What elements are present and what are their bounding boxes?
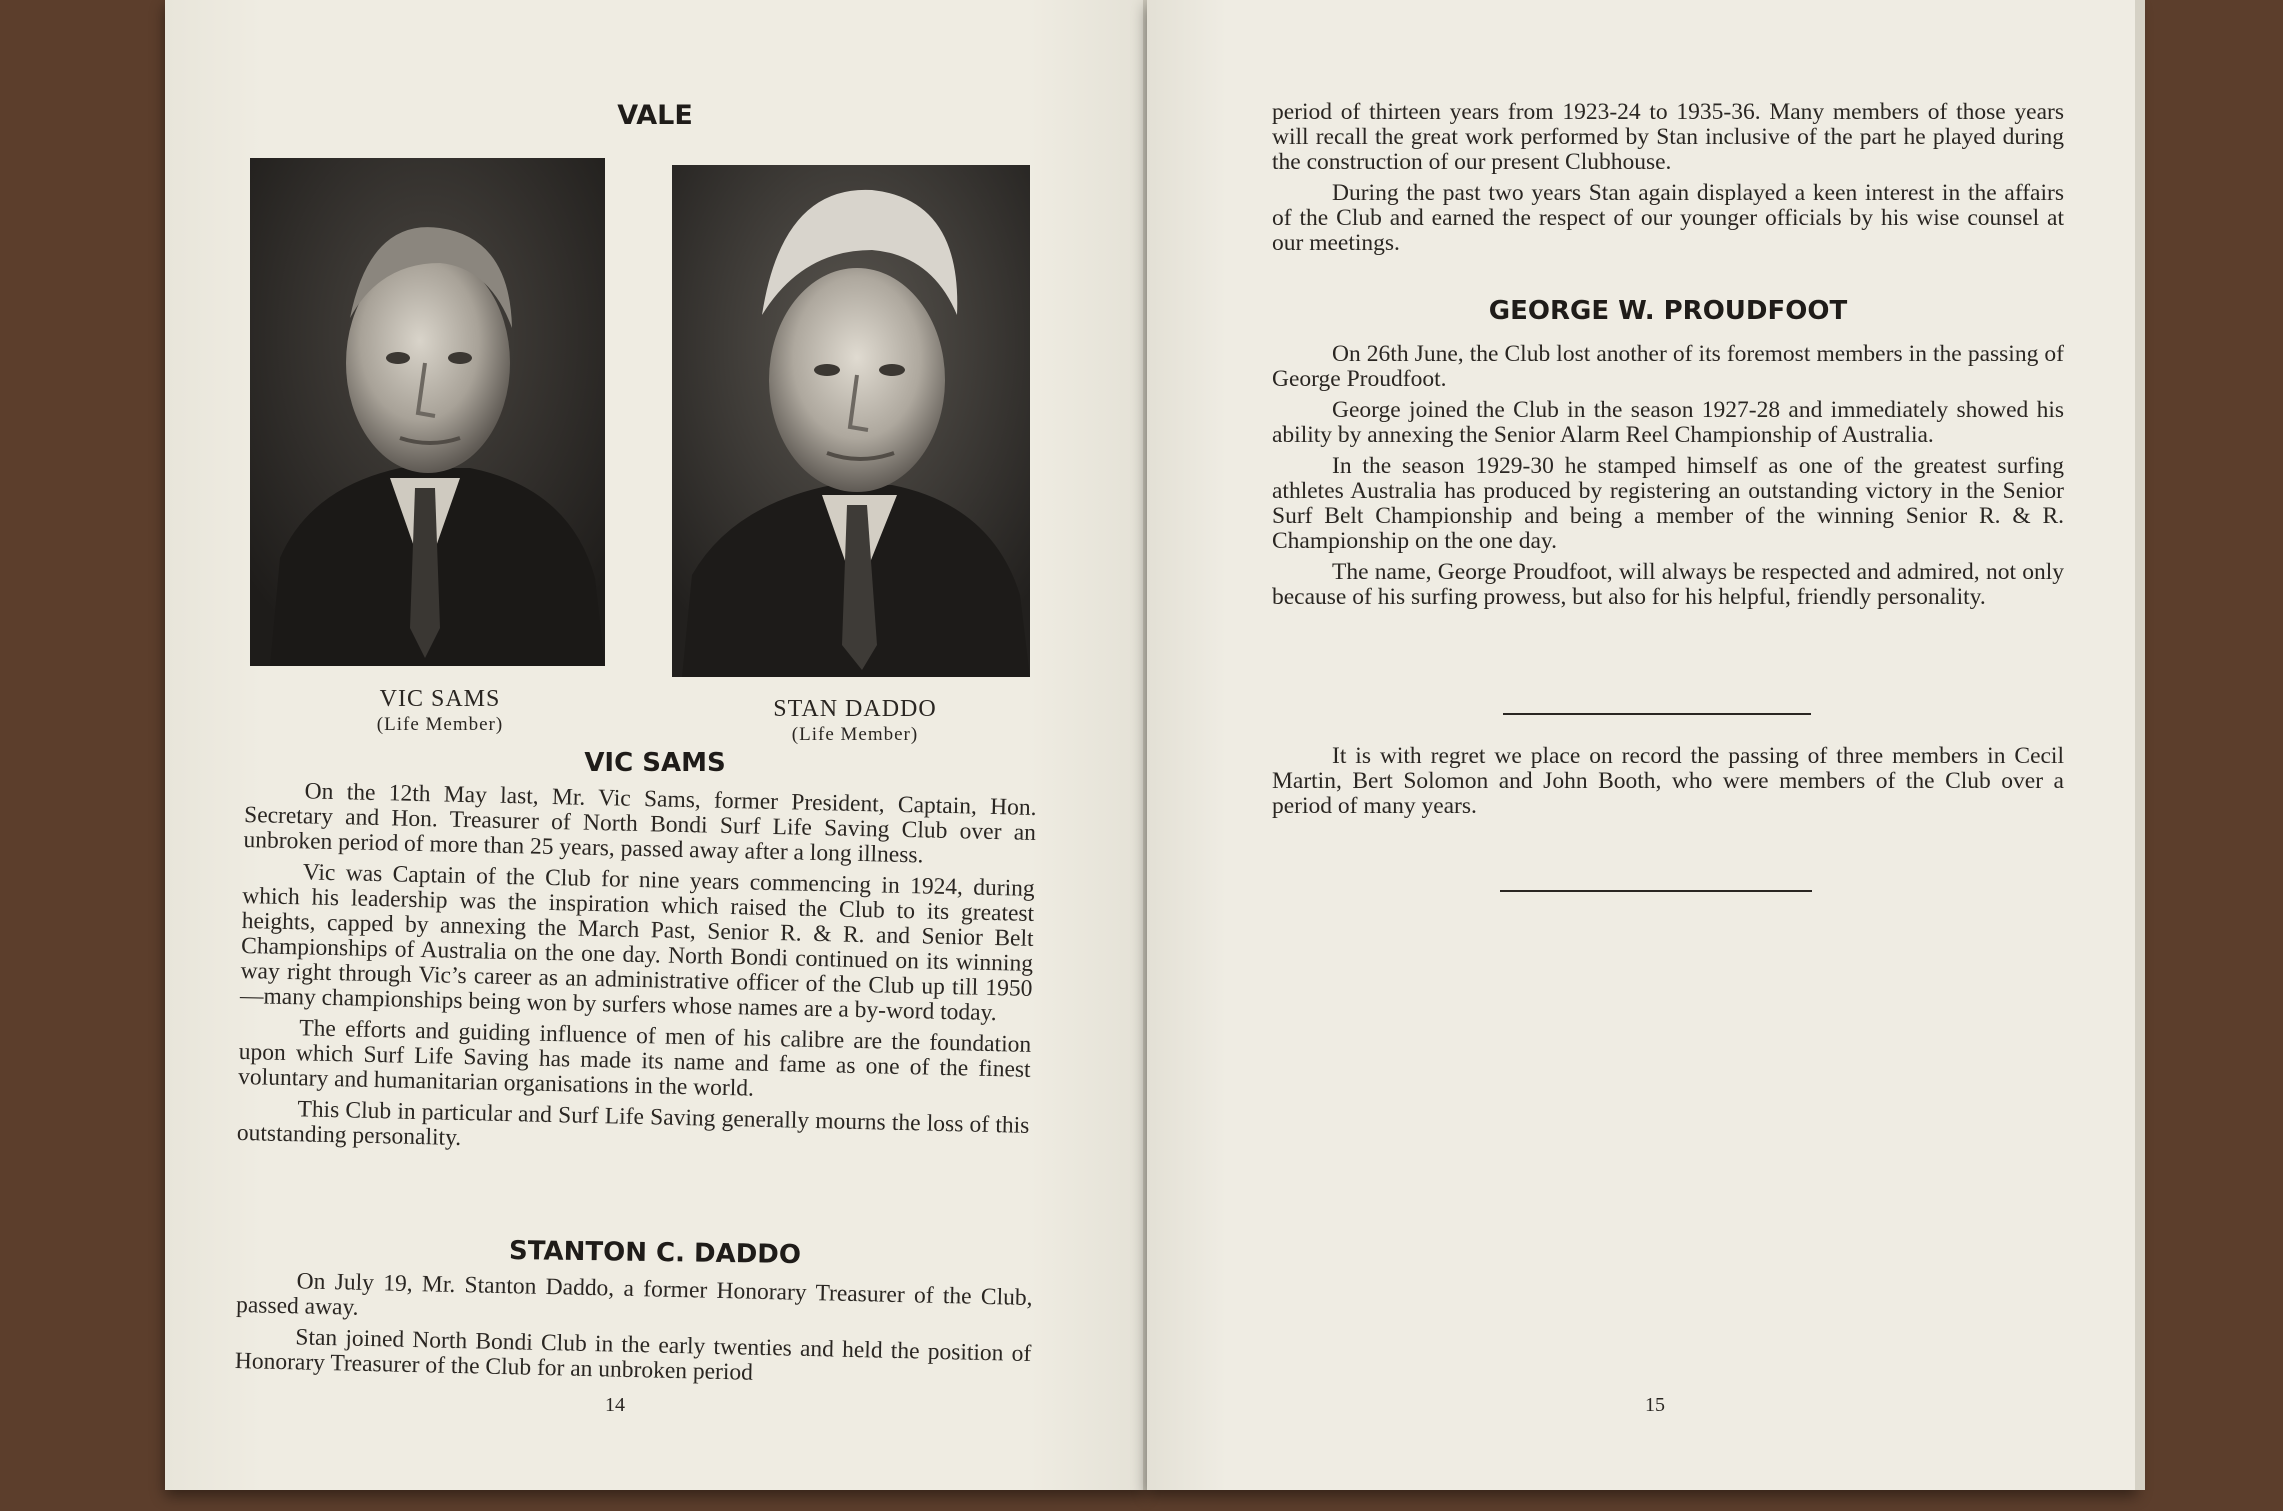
vale-title: VALE: [617, 100, 693, 131]
george-proudfoot-heading: GEORGE W. PROUDFOOT: [1488, 296, 1848, 326]
stan-daddo-caption: [715, 696, 995, 748]
divider-rule: [1503, 713, 1811, 715]
paragraph: On July 19, Mr. Stanton Daddo, a former Honorary Treasurer of the Club, passed away.: [235, 1268, 1033, 1321]
page-edge: [2135, 0, 2145, 1490]
paragraph: period of thirteen years from 1923-24 to 1935-36. Many members of those years will recall the great work performed by Stan inclusive of the part he played during the construction of our present Clubhouse.: [1272, 99, 2064, 175]
vic-sams-heading: VIC SAMS: [584, 748, 726, 778]
portrait-image: [250, 158, 605, 666]
paragraph: On 26th June, the Club lost another of its foremost members in the passing of George Proudfoot.: [1272, 341, 2064, 392]
vic-sams-photo: [250, 158, 605, 666]
paragraph: This Club in particular and Surf Life Saving generally mourns the loss of this outstanding personality.: [236, 1096, 1030, 1151]
stanton-daddo-article: [234, 1268, 1032, 1398]
paragraph: It is with regret we place on record the passing of three members in Cecil Martin, Bert Solomon and John Booth, who were members of the Club over a period of many years.: [1272, 743, 2064, 819]
paragraph: In the season 1929-30 he stamped himself as one of the greatest surfing athletes Australia has produced by registering an outstanding victory in the Senior Surf Belt Championship and being a member of the winning Senior R. & R. Championship on the one day.: [1272, 453, 2064, 554]
closing-notice: [1272, 744, 2064, 825]
paragraph: On the 12th May last, Mr. Vic Sams, former President, Captain, Hon. Secretary and Hon. Treasurer of North Bondi Surf Life Saving Club over an unbroken period of more than 25 years, passed away after a long illness.: [243, 778, 1037, 869]
paragraph: Vic was Captain of the Club for nine years commencing in 1924, during which his leadership was the inspiration which raised the Club to its greatest heights, capped by annexing the March Past, Senior R. & R. and Senior Belt Championships of Australia on the one day. North Bondi continued on its winning way right through Vic’s career as an administrative officer of the Club up till 1950—many championships being won by surfers whose names are a by-word today.: [239, 859, 1035, 1027]
caption-name: VIC SAMS: [379, 686, 501, 712]
paragraph: Stan joined North Bondi Club in the early twenties and held the position of Honorary Treasurer of the Club for an unbroken period: [234, 1324, 1032, 1386]
paragraph: During the past two years Stan again displayed a keen interest in the affairs of the Club and earned the respect of our younger officials by his wise counsel at our meetings.: [1272, 180, 2064, 256]
page-number-right: 15: [1645, 1394, 1665, 1416]
booklet-spread: [165, 0, 2137, 1490]
portrait-image: [672, 165, 1030, 677]
stan-daddo-continued: [1272, 100, 2064, 262]
paragraph: The name, George Proudfoot, will always be respected and admired, not only because of his surfing prowess, but also for his helpful, friendly personality.: [1272, 559, 2064, 610]
stan-daddo-photo: [672, 165, 1030, 677]
paragraph: George joined the Club in the season 1927-28 and immediately showed his ability by annexing the Senior Alarm Reel Championship of Australia.: [1272, 397, 2064, 448]
caption-role: (Life Member): [376, 714, 504, 735]
stanton-daddo-heading: STANTON C. DADDO: [508, 1235, 802, 1271]
caption-role: (Life Member): [791, 724, 919, 745]
paragraph: The efforts and guiding influence of men of his calibre are the foundation upon which Surf Life Saving has made its name and fame as one of the finest voluntary and humanitarian organisations in the world.: [237, 1015, 1032, 1102]
vic-sams-caption: [310, 686, 570, 738]
vic-sams-article: [237, 778, 1037, 1170]
george-proudfoot-article: [1272, 342, 2064, 616]
page-number-left: 14: [605, 1394, 625, 1416]
caption-name: STAN DADDO: [773, 696, 937, 722]
divider-rule: [1500, 890, 1812, 892]
